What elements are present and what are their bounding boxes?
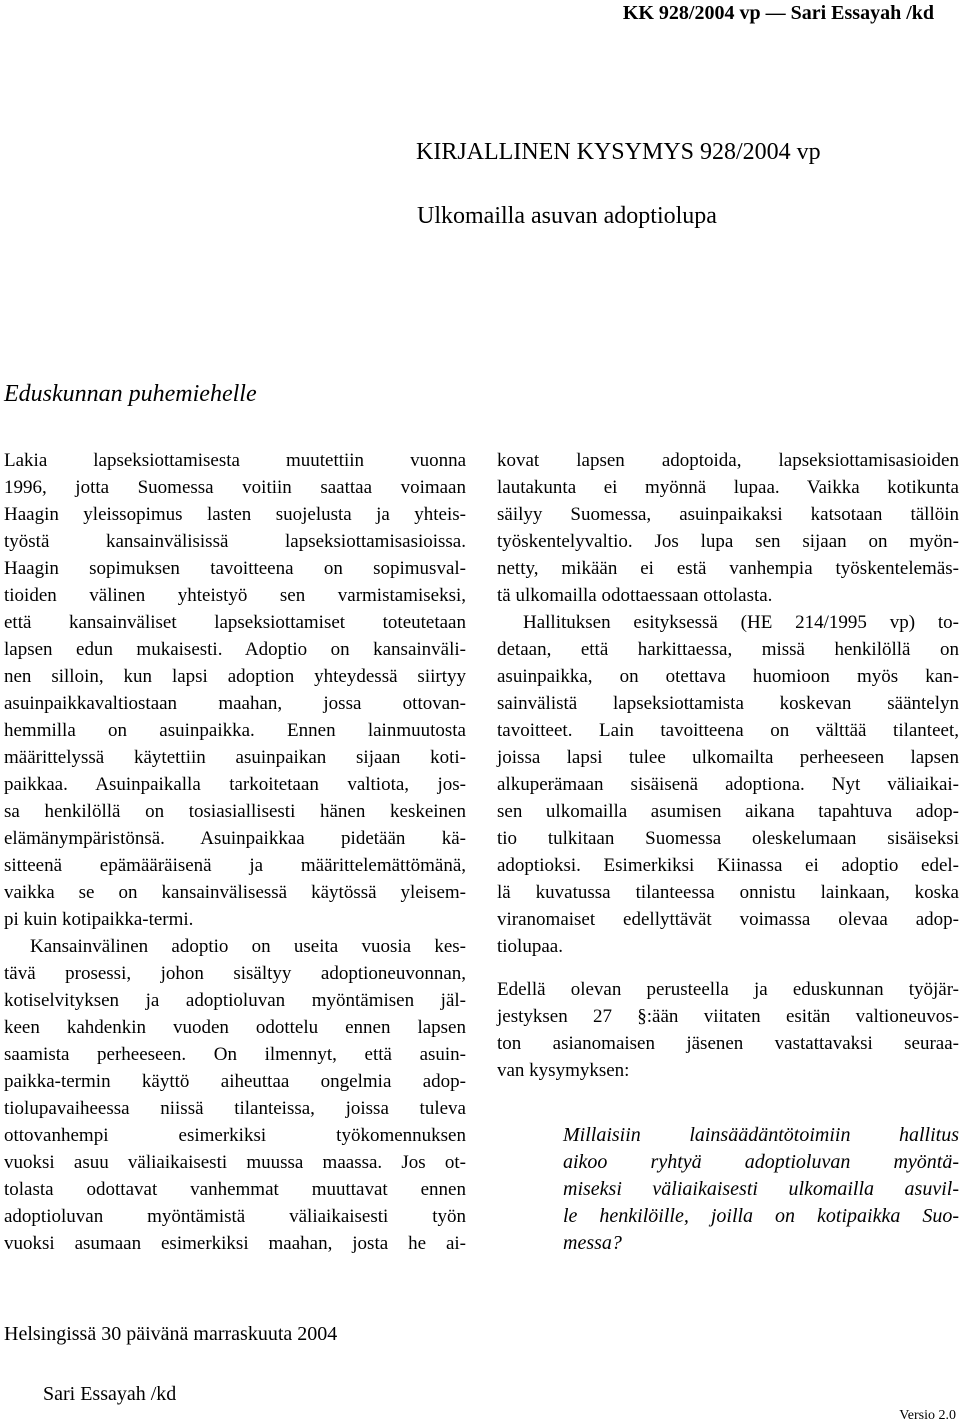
text-line: Haagin yleissopimus lasten suojelusta ja yhteis- [4,504,466,525]
text-line: lapsen edun mukaisesti. Adoptio on kansainväli- [4,639,466,660]
text-line: nen silloin, kun lapsi adoption yhteydessä siirtyy [4,666,466,687]
text-line: tiolupavaiheessa niissä tilanteissa, joissa tuleva [4,1098,466,1119]
text-line: sitteenä epämääräisenä ja määrittelemättömänä, [4,855,466,876]
text-line: työstä kansainvälisissä lapseksiottamisasioissa. [4,531,466,552]
addressee-heading: Eduskunnan puhemiehelle [4,381,257,407]
text-line: Lakia lapseksiottamisesta muutettiin vuonna [4,450,466,471]
text-line: viranomaiset edellyttävät voimassa olevaa adop- [497,909,959,930]
text-line: le henkilöille, joilla on kotipaikka Suo- [563,1205,959,1227]
text-line: sainvälistä lapseksiottamista koskevan sääntelyn [497,693,959,714]
signer-name: Sari Essayah /kd [43,1383,177,1405]
paragraph-gap [497,960,959,976]
text-line: Hallituksen esityksessä (HE 214/1995 vp) to- [523,612,959,633]
text-line: asuinpaikka, on otettava huomioon myös kan- [497,666,959,687]
text-line: ottovanhempi esimerkiksi työkomennuksen [4,1125,466,1146]
text-line: jestyksen 27 §:ään viitaten esitän valtioneuvos- [497,1006,959,1027]
text-line: alkuperämaan sisäisenä adoptiona. Nyt väliaikai- [497,774,959,795]
text-line: tio tulkitaan Suomessa oleskelumaan sisäiseksi [497,828,959,849]
text-line: kovat lapsen adoptoida, lapseksiottamisasioiden [497,450,959,471]
text-line: kotiselvityksen ja adoptioluvan myöntämisen jäl- [4,990,466,1011]
document-subtitle: Ulkomailla asuvan adoptiolupa [417,203,717,229]
document-reference: KK 928/2004 vp — Sari Essayah /kd [622,2,934,24]
text-line: Millaisiin lainsäädäntötoimiin hallitus [563,1124,959,1146]
text-line: vaikka se on kansainvälisessä käytössä yleisem- [4,882,466,903]
text-line: sen ulkomailla asumisen aikana tapahtuva adop- [497,801,959,822]
text-line: että kansainväliset lapseksiottamiset toteutetaan [4,612,466,633]
text-line: asuinpaikkavaltiostaan maahan, jossa ottovan- [4,693,466,714]
document-title: KIRJALLINEN KYSYMYS 928/2004 vp [416,139,821,165]
text-line: määrittelyssä käytettiin asuinpaikan sijaan koti- [4,747,466,768]
text-line: tioiden välinen yhteistyö sen varmistamiseksi, [4,585,466,606]
text-line: aikoo ryhtyä adoptioluvan myöntä- [563,1151,959,1173]
text-line: tavoitteet. Lain tavoitteena on välttää tilanteet, [497,720,959,741]
text-line: miseksi väliaikaisesti ulkomailla asuvil- [563,1178,959,1200]
text-line: vuoksi asumaan esimerkiksi maahan, josta he ai- [4,1233,466,1254]
version-label: Versio 2.0 [899,1408,956,1423]
text-line: tolasta odottavat vanhemmat muuttavat ennen [4,1179,466,1200]
text-line: paikka-termin käyttö aiheuttaa ongelmia adop- [4,1071,466,1092]
request-paragraph [497,976,959,1084]
text-line: paikkaa. Asuinpaikalla tarkoitetaan valtiota, jos- [4,774,466,795]
text-line: tävä prosessi, johon sisältyy adoptioneuvonnan, [4,963,466,984]
text-line: netty, mikään ei estä vanhempia työskentelemäs- [497,558,959,579]
text-line: tiolupaa. [497,936,563,957]
text-line: 1996, jotta Suomessa voitiin saattaa voimaan [4,477,466,498]
text-line: elämänympäristönsä. Asuinpaikkaa pidetään kä- [4,828,466,849]
text-line: ton asianomaisen jäsenen vastattavaksi seuraa- [497,1033,959,1054]
text-line: vuoksi asuu väliaikaisesti muussa maassa. Jos ot- [4,1152,466,1173]
text-line: sa henkilöllä on tosiasiallisesti hänen keskeinen [4,801,466,822]
text-line: tä ulkomailla odottaessaan ottolasta. [497,585,773,606]
text-line: adoptioksi. Esimerkiksi Kiinassa ei adoptio edel- [497,855,959,876]
text-line: työskentelyvaltio. Jos lupa sen sijaan on myön- [497,531,959,552]
text-line: detaan, että harkittaessa, missä henkilöllä on [497,639,959,660]
text-line: keen kahdenkin vuoden odottelu ennen lapsen [4,1017,466,1038]
text-line: hemmilla on asuinpaikka. Ennen lainmuutosta [4,720,466,741]
left-text-column [4,447,466,1257]
text-line: van kysymyksen: [497,1060,630,1081]
text-line: lautakunta ei myönnä lupaa. Vaikka kotikunta [497,477,959,498]
text-line: säilyy Suomessa, asuinpaikaksi katsotaan tällöin [497,504,959,525]
text-line: lä kuvatussa tilanteessa onnistu lainkaan, koska [497,882,959,903]
text-line: joissa lapsi tulee ulkomailta perheeseen lapsen [497,747,959,768]
signature-place-date: Helsingissä 30 päivänä marraskuuta 2004 [4,1323,338,1345]
text-line: pi kuin kotipaikka-termi. [4,909,194,930]
text-line: Haagin sopimuksen tavoitteena on sopimusval- [4,558,466,579]
text-line: Edellä olevan perusteella ja eduskunnan työjär- [497,979,959,1000]
right-paragraphs [497,447,959,960]
text-line: adoptioluvan myöntämistä väliaikaisesti työn [4,1206,466,1227]
question-block [563,1122,959,1257]
text-line: messa? [563,1232,622,1254]
text-line: saamista perheeseen. On ilmennyt, että asuin- [4,1044,466,1065]
right-text-column [497,447,959,1084]
text-line: Kansainvälinen adoptio on useita vuosia kes- [30,936,466,957]
